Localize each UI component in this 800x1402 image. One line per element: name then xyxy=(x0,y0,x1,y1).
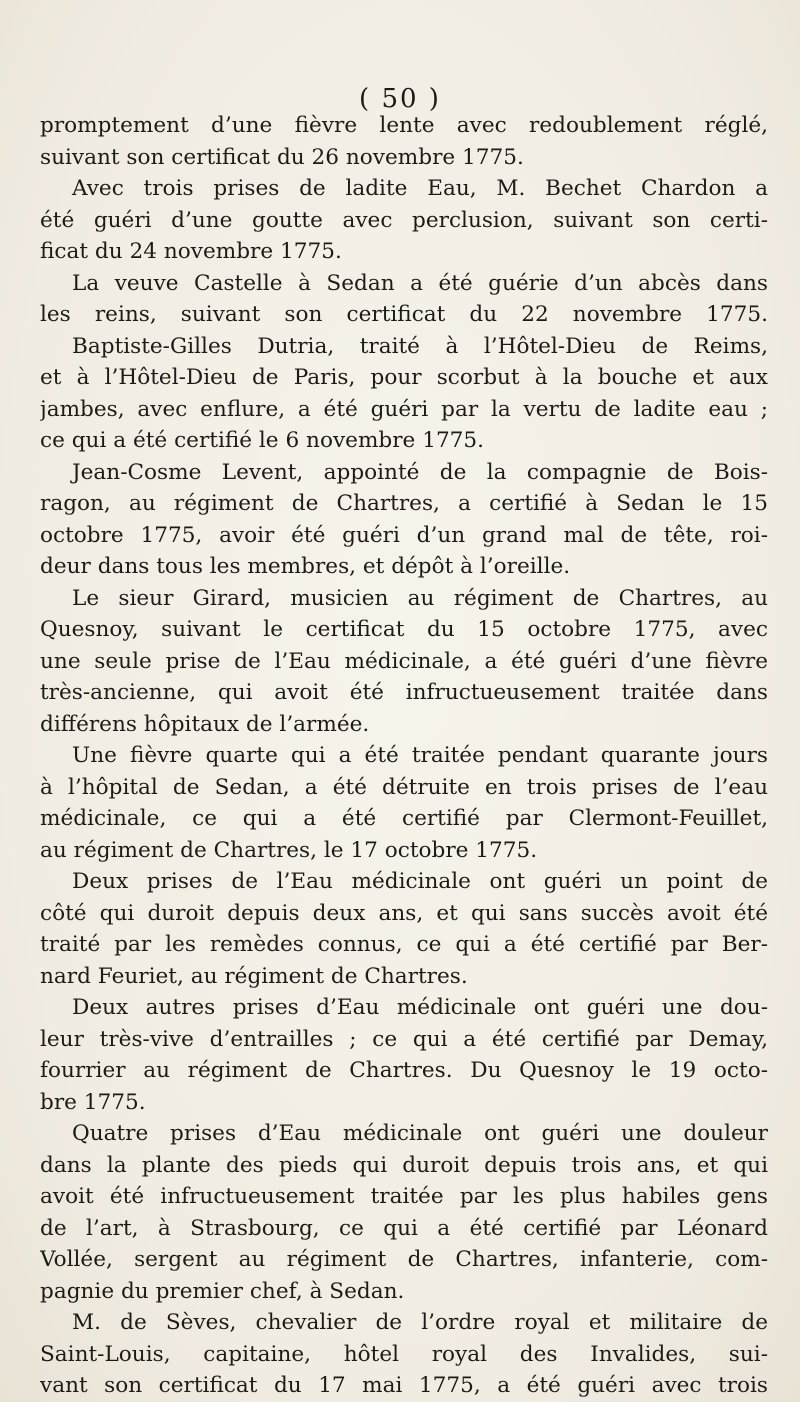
text-line: au régiment de Chartres, le 17 octobre 1775. xyxy=(40,837,538,863)
text-line: La veuve Castelle à Sedan a été guérie d’un abcès dans xyxy=(72,270,768,296)
text-line: ragon, au régiment de Chartres, a certifié à Sedan le 15 xyxy=(40,491,768,516)
text-line: ficat du 24 novembre 1775. xyxy=(40,239,342,264)
text-line: deur dans tous les membres, et dépôt à l’oreille. xyxy=(40,554,571,579)
text-line: leur très-vive d’entrailles ; ce qui a été certifié par Demay, xyxy=(40,1026,768,1052)
text-line: Avec trois prises de ladite Eau, M. Bechet Chardon a xyxy=(72,176,768,201)
text-line: Saint-Louis, capitaine, hôtel royal des Invalides, sui- xyxy=(40,1341,768,1367)
text-line: octobre 1775, avoir été guéri d’un grand mal de tête, roi- xyxy=(40,522,768,548)
text-line: suivant son certificat du 26 novembre 1775. xyxy=(40,144,524,170)
text-line: traité par les remèdes connus, ce qui a été certifié par Ber- xyxy=(40,932,768,957)
text-line: été guéri d’une goutte avec perclusion, suivant son certi- xyxy=(40,207,768,233)
text-line: médicinale, ce qui a été certifié par Clermont-Feuillet, xyxy=(40,806,768,831)
text-line: à l’hôpital de Sedan, a été détruite en trois prises de l’eau xyxy=(40,774,768,800)
text-line: Vollée, sergent au régiment de Chartres, infanterie, com- xyxy=(40,1247,768,1272)
text-line: nard Feuriet, au régiment de Chartres. xyxy=(40,963,468,989)
text-line: Deux autres prises d’Eau médicinale ont guéri une dou- xyxy=(72,995,768,1020)
text-line: vant son certificat du 17 mai 1775, a été guéri avec trois xyxy=(40,1373,768,1398)
text-line: avoit été infructueusement traitée par les plus habiles gens xyxy=(40,1184,768,1209)
text-line: promptement d’une fièvre lente avec redoublement réglé, xyxy=(40,113,768,138)
page-number: ( 50 ) xyxy=(359,84,441,114)
text-line: Baptiste-Gilles Dutria, traité à l’Hôtel-Dieu de Reims, xyxy=(72,333,768,359)
text-line: dans la plante des pieds qui duroit depuis trois ans, et qui xyxy=(40,1152,768,1178)
text-line: Le sieur Girard, musicien au régiment de Chartres, au xyxy=(72,585,768,611)
text-line: et à l’Hôtel-Dieu de Paris, pour scorbut à la bouche et aux xyxy=(40,365,768,390)
text-line: ce qui a été certifié le 6 novembre 1775. xyxy=(40,428,485,453)
page-text xyxy=(40,110,768,1402)
text-line: une seule prise de l’Eau médicinale, a été guéri d’une fièvre xyxy=(40,648,768,674)
text-line: différens hôpitaux de l’armée. xyxy=(40,711,370,737)
text-line: pagnie du premier chef, à Sedan. xyxy=(40,1278,405,1304)
text-line: très-ancienne, qui avoit été infructueusement traitée dans xyxy=(40,680,768,705)
text-line: fourrier au régiment de Chartres. Du Quesnoy le 19 octo- xyxy=(40,1058,768,1083)
text-line: Quesnoy, suivant le certificat du 15 octobre 1775, avec xyxy=(40,617,768,642)
text-line: bre 1775. xyxy=(40,1089,146,1115)
text-line: de l’art, à Strasbourg, ce qui a été certifié par Léonard xyxy=(40,1215,768,1241)
text-line: les reins, suivant son certificat du 22 novembre 1775. xyxy=(40,302,768,327)
text-line: Deux prises de l’Eau médicinale ont guéri un point de xyxy=(72,869,768,894)
text-line: côté qui duroit depuis deux ans, et qui sans succès avoit été xyxy=(40,900,768,926)
text-line: jambes, avec enflure, a été guéri par la vertu de ladite eau ; xyxy=(40,396,768,422)
text-line: Jean-Cosme Levent, appointé de la compagnie de Bois- xyxy=(72,459,768,485)
text-line: Quatre prises d’Eau médicinale ont guéri une douleur xyxy=(72,1121,768,1146)
text-line: Une fièvre quarte qui a été traitée pendant quarante jours xyxy=(72,743,768,768)
text-line: M. de Sèves, chevalier de l’ordre royal et militaire de xyxy=(72,1310,768,1335)
